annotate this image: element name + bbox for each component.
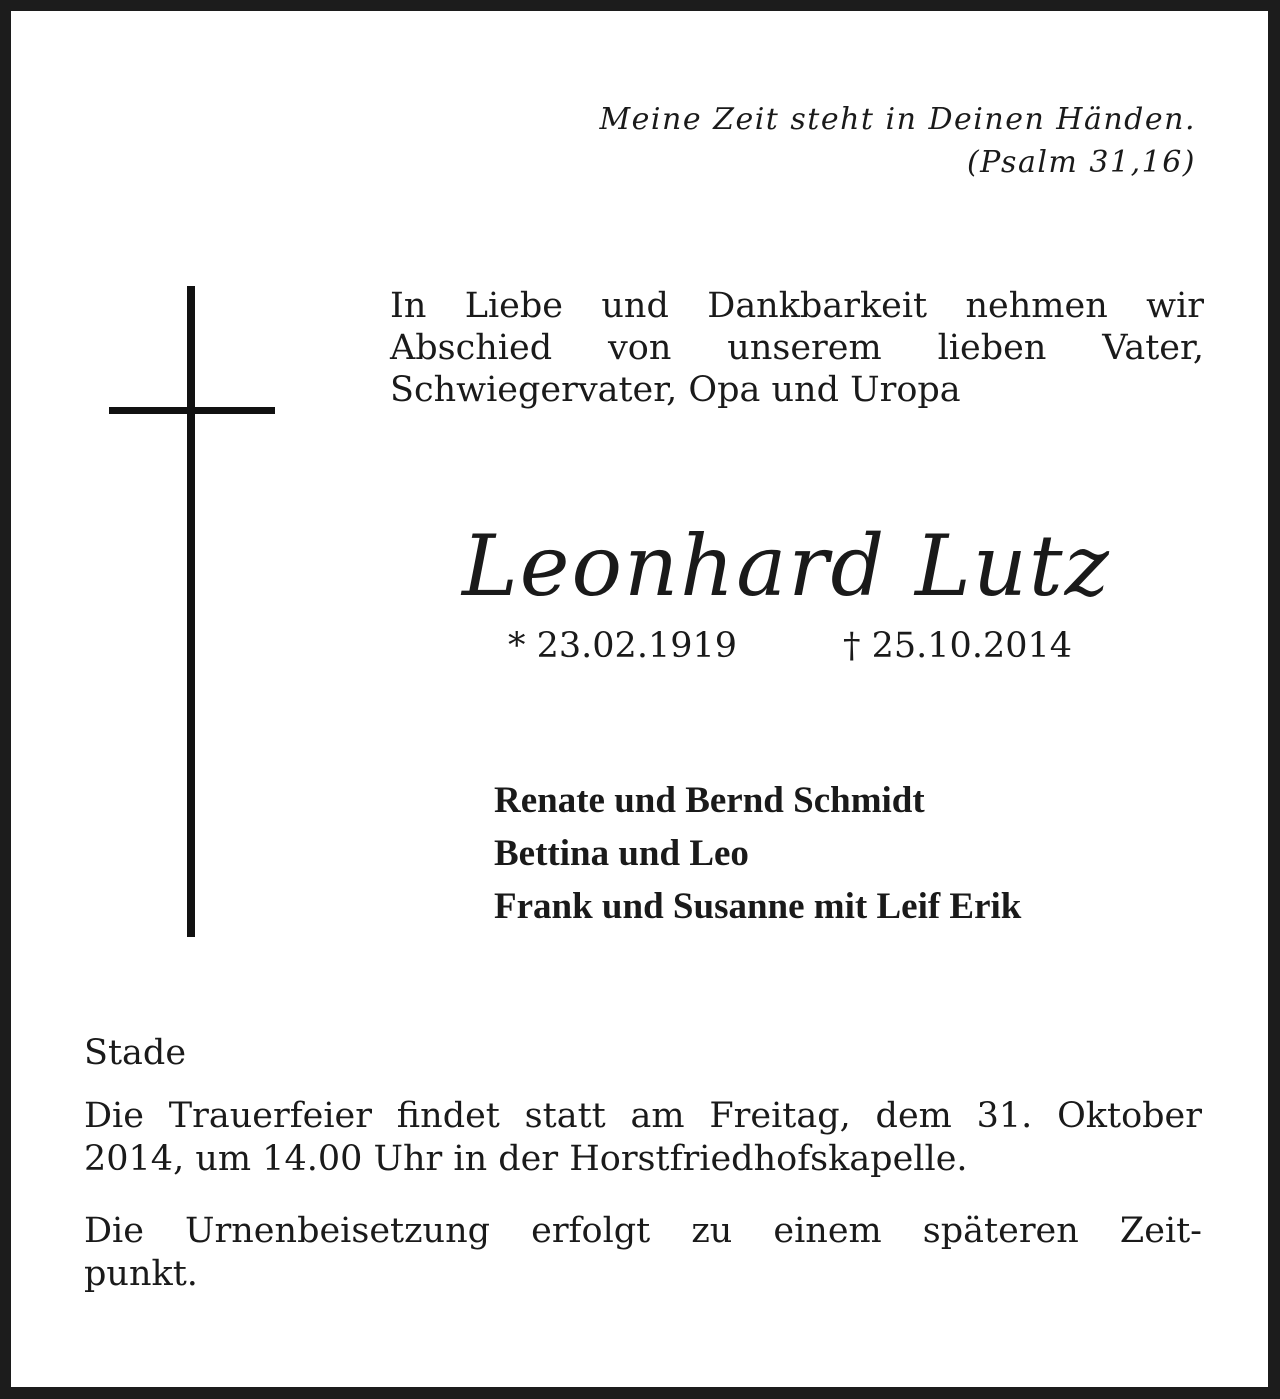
burial-line: Die Urnenbeisetzung erfolgt zu einem späteren Zeit- xyxy=(84,1211,1202,1251)
mourner-entry: Frank und Susanne mit Leif Erik xyxy=(494,886,1022,927)
place-name: Stade xyxy=(84,1033,187,1073)
birth-date: * 23.02.1919 xyxy=(508,626,738,666)
death-date: † 25.10.2014 xyxy=(843,626,1073,666)
funeral-line: 2014, um 14.00 Uhr in der Horstfriedhofskapelle. xyxy=(84,1139,968,1179)
cross-icon xyxy=(187,286,195,937)
burial-line: punkt. xyxy=(84,1254,198,1294)
burial-info xyxy=(84,1210,1202,1296)
mourners-list xyxy=(494,774,1021,933)
mourner-entry: Renate und Bernd Schmidt xyxy=(494,780,925,821)
psalm-quote xyxy=(599,98,1196,184)
intro-line: Schwiegervater, Opa und Uropa xyxy=(390,370,961,410)
deceased-name: Leonhard Lutz xyxy=(462,517,1111,615)
funeral-line: Die Trauerfeier findet statt am Freitag, dem 31. Oktober xyxy=(84,1096,1202,1136)
psalm-reference: (Psalm 31,16) xyxy=(966,145,1196,180)
cross-icon-bar xyxy=(109,407,275,414)
intro-text xyxy=(390,285,1204,411)
intro-line: Abschied von unserem lieben Vater, xyxy=(390,328,1204,368)
intro-line: In Liebe und Dankbarkeit nehmen wir xyxy=(390,286,1204,326)
psalm-quote-text: Meine Zeit steht in Deinen Händen. xyxy=(599,102,1196,137)
mourner-entry: Bettina und Leo xyxy=(494,833,749,874)
funeral-info xyxy=(84,1095,1202,1181)
